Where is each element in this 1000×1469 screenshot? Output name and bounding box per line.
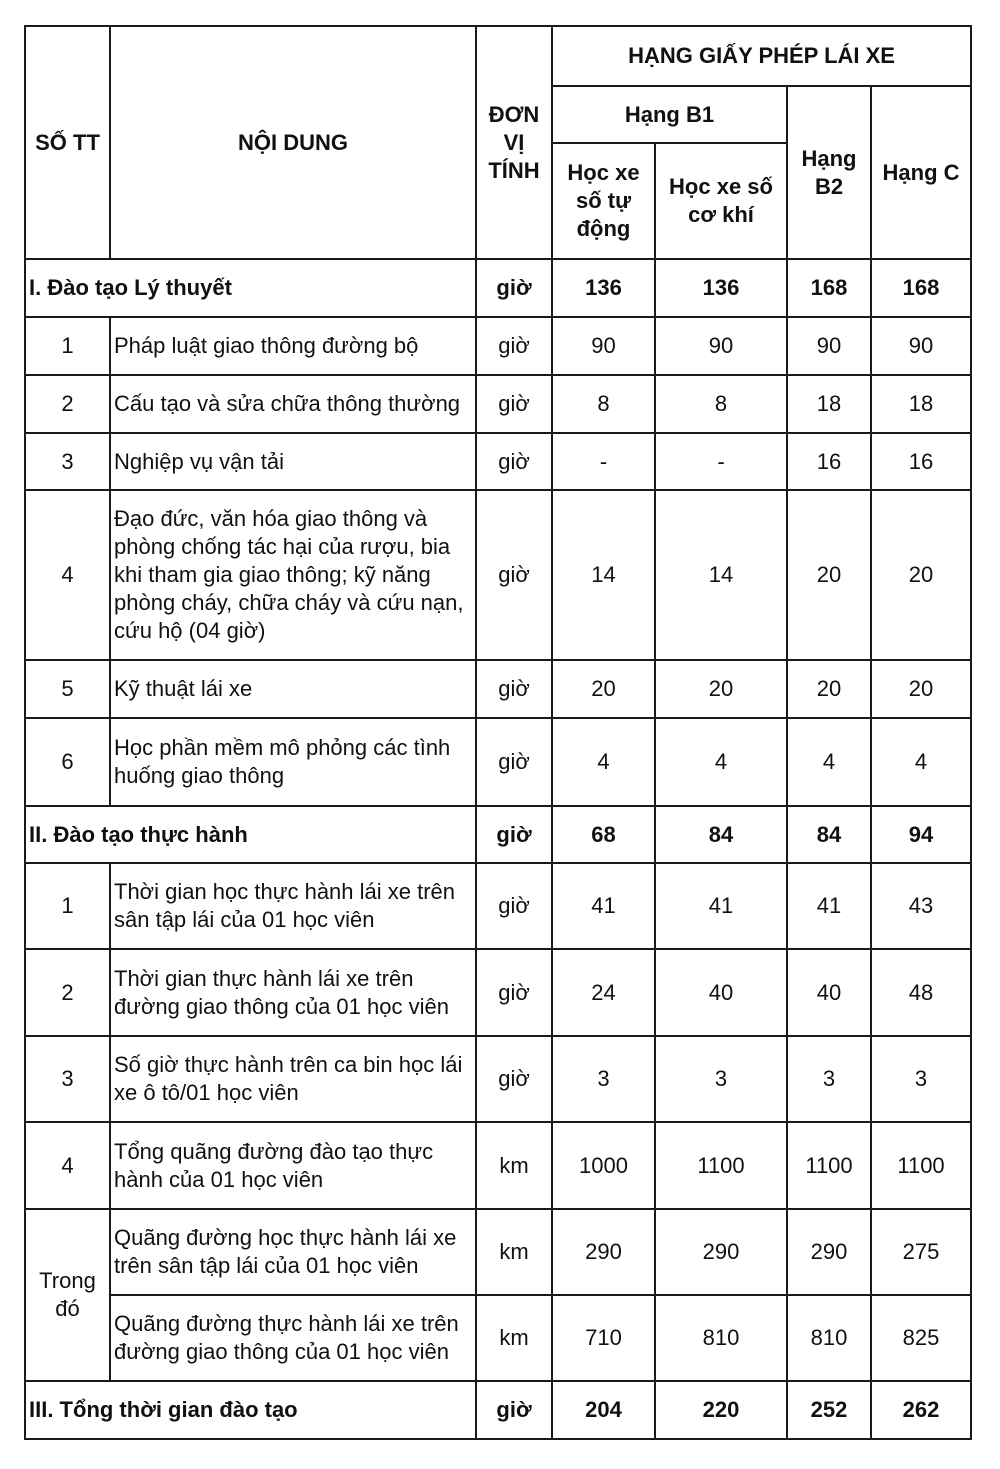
unit-cell: giờ bbox=[476, 490, 552, 660]
header-don-vi-tinh: ĐƠN VỊ TÍNH bbox=[476, 26, 552, 259]
unit-cell: giờ bbox=[476, 806, 552, 863]
unit-cell: giờ bbox=[476, 1381, 552, 1439]
header-b1-co-khi: Học xe số cơ khí bbox=[655, 143, 787, 259]
row-content: Số giờ thực hành trên ca bin học lái xe ô tô/01 học viên bbox=[110, 1036, 476, 1122]
row-content: Nghiệp vụ vận tải bbox=[110, 433, 476, 490]
value-b2: 20 bbox=[787, 490, 871, 660]
value-c: 168 bbox=[871, 259, 971, 317]
value-b1-auto: - bbox=[552, 433, 655, 490]
value-b1-manual: 1100 bbox=[655, 1122, 787, 1209]
value-c: 275 bbox=[871, 1209, 971, 1295]
header-hang-b1: Hạng B1 bbox=[552, 86, 787, 143]
value-c: 825 bbox=[871, 1295, 971, 1381]
value-c: 1100 bbox=[871, 1122, 971, 1209]
value-b2: 3 bbox=[787, 1036, 871, 1122]
table-row bbox=[25, 433, 971, 490]
row-content: Pháp luật giao thông đường bộ bbox=[110, 317, 476, 375]
value-b1-manual: 14 bbox=[655, 490, 787, 660]
row-number: 4 bbox=[25, 1122, 110, 1209]
header-row-1 bbox=[25, 26, 971, 86]
value-b2: 168 bbox=[787, 259, 871, 317]
value-b1-manual: 3 bbox=[655, 1036, 787, 1122]
value-b1-auto: 710 bbox=[552, 1295, 655, 1381]
value-c: 20 bbox=[871, 490, 971, 660]
table-row bbox=[25, 1295, 971, 1381]
value-b1-auto: 1000 bbox=[552, 1122, 655, 1209]
value-b1-manual: 810 bbox=[655, 1295, 787, 1381]
value-c: 16 bbox=[871, 433, 971, 490]
value-c: 94 bbox=[871, 806, 971, 863]
value-b1-auto: 41 bbox=[552, 863, 655, 949]
unit-cell: km bbox=[476, 1209, 552, 1295]
row-content: Tổng quãng đường đào tạo thực hành của 01 học viên bbox=[110, 1122, 476, 1209]
unit-cell: giờ bbox=[476, 863, 552, 949]
unit-cell: giờ bbox=[476, 375, 552, 433]
table-row bbox=[25, 490, 971, 660]
value-b1-auto: 14 bbox=[552, 490, 655, 660]
value-b2: 18 bbox=[787, 375, 871, 433]
value-b1-manual: 290 bbox=[655, 1209, 787, 1295]
row-number: 6 bbox=[25, 718, 110, 806]
section-title: II. Đào tạo thực hành bbox=[25, 806, 476, 863]
row-content: Thời gian học thực hành lái xe trên sân tập lái của 01 học viên bbox=[110, 863, 476, 949]
value-b2: 20 bbox=[787, 660, 871, 718]
value-b2: 810 bbox=[787, 1295, 871, 1381]
value-b2: 41 bbox=[787, 863, 871, 949]
value-c: 48 bbox=[871, 949, 971, 1036]
row-number: 3 bbox=[25, 433, 110, 490]
value-b2: 290 bbox=[787, 1209, 871, 1295]
value-b1-auto: 20 bbox=[552, 660, 655, 718]
section-title: I. Đào tạo Lý thuyết bbox=[25, 259, 476, 317]
value-b1-manual: - bbox=[655, 433, 787, 490]
table-row bbox=[25, 949, 971, 1036]
value-b1-auto: 290 bbox=[552, 1209, 655, 1295]
value-b1-auto: 8 bbox=[552, 375, 655, 433]
row-number: 4 bbox=[25, 490, 110, 660]
value-b1-manual: 4 bbox=[655, 718, 787, 806]
value-c: 3 bbox=[871, 1036, 971, 1122]
value-b1-manual: 90 bbox=[655, 317, 787, 375]
value-c: 20 bbox=[871, 660, 971, 718]
table-row bbox=[25, 317, 971, 375]
value-b2: 16 bbox=[787, 433, 871, 490]
value-c: 90 bbox=[871, 317, 971, 375]
value-c: 4 bbox=[871, 718, 971, 806]
row-number: 2 bbox=[25, 375, 110, 433]
row-content: Thời gian thực hành lái xe trên đường giao thông của 01 học viên bbox=[110, 949, 476, 1036]
table-row bbox=[25, 1036, 971, 1122]
value-b2: 90 bbox=[787, 317, 871, 375]
header-hang-b2: Hạng B2 bbox=[787, 86, 871, 259]
unit-cell: giờ bbox=[476, 317, 552, 375]
trong-do-label: Trong đó bbox=[25, 1209, 110, 1381]
value-b1-manual: 20 bbox=[655, 660, 787, 718]
unit-cell: giờ bbox=[476, 433, 552, 490]
value-b1-auto: 3 bbox=[552, 1036, 655, 1122]
header-hang-c: Hạng C bbox=[871, 86, 971, 259]
value-b1-auto: 24 bbox=[552, 949, 655, 1036]
value-b1-manual: 136 bbox=[655, 259, 787, 317]
value-b1-auto: 204 bbox=[552, 1381, 655, 1439]
header-noi-dung: NỘI DUNG bbox=[110, 26, 476, 259]
row-number: 1 bbox=[25, 863, 110, 949]
value-b2: 4 bbox=[787, 718, 871, 806]
row-content: Quãng đường học thực hành lái xe trên sân tập lái của 01 học viên bbox=[110, 1209, 476, 1295]
unit-cell: giờ bbox=[476, 259, 552, 317]
value-b1-auto: 90 bbox=[552, 317, 655, 375]
value-b1-auto: 68 bbox=[552, 806, 655, 863]
value-b1-auto: 136 bbox=[552, 259, 655, 317]
table-row bbox=[25, 660, 971, 718]
table-row bbox=[25, 375, 971, 433]
value-b1-manual: 8 bbox=[655, 375, 787, 433]
section-row-practice bbox=[25, 806, 971, 863]
unit-cell: giờ bbox=[476, 718, 552, 806]
header-hang-giay-phep: HẠNG GIẤY PHÉP LÁI XE bbox=[552, 26, 971, 86]
section-row-theory bbox=[25, 259, 971, 317]
value-b2: 252 bbox=[787, 1381, 871, 1439]
value-b1-auto: 4 bbox=[552, 718, 655, 806]
table-row bbox=[25, 863, 971, 949]
value-b1-manual: 220 bbox=[655, 1381, 787, 1439]
section-title: III. Tổng thời gian đào tạo bbox=[25, 1381, 476, 1439]
table-row bbox=[25, 1122, 971, 1209]
row-content: Quãng đường thực hành lái xe trên đường giao thông của 01 học viên bbox=[110, 1295, 476, 1381]
value-b2: 40 bbox=[787, 949, 871, 1036]
value-b1-manual: 84 bbox=[655, 806, 787, 863]
value-b2: 1100 bbox=[787, 1122, 871, 1209]
row-number: 1 bbox=[25, 317, 110, 375]
value-c: 18 bbox=[871, 375, 971, 433]
header-so-tt: SỐ TT bbox=[25, 26, 110, 259]
table-row bbox=[25, 718, 971, 806]
value-c: 262 bbox=[871, 1381, 971, 1439]
row-number: 2 bbox=[25, 949, 110, 1036]
unit-cell: giờ bbox=[476, 1036, 552, 1122]
row-number: 3 bbox=[25, 1036, 110, 1122]
value-b2: 84 bbox=[787, 806, 871, 863]
unit-cell: km bbox=[476, 1295, 552, 1381]
unit-cell: km bbox=[476, 1122, 552, 1209]
value-c: 43 bbox=[871, 863, 971, 949]
row-number: 5 bbox=[25, 660, 110, 718]
row-content: Cấu tạo và sửa chữa thông thường bbox=[110, 375, 476, 433]
row-content: Kỹ thuật lái xe bbox=[110, 660, 476, 718]
value-b1-manual: 40 bbox=[655, 949, 787, 1036]
table-row bbox=[25, 1209, 971, 1295]
value-b1-manual: 41 bbox=[655, 863, 787, 949]
row-content: Học phần mềm mô phỏng các tình huống giao thông bbox=[110, 718, 476, 806]
header-b1-tu-dong: Học xe số tự động bbox=[552, 143, 655, 259]
section-row-total bbox=[25, 1381, 971, 1439]
row-content: Đạo đức, văn hóa giao thông và phòng chống tác hại của rượu, bia khi tham gia giao thông; kỹ năng phòng cháy, chữa cháy và cứu nạn, cứu hộ (04 giờ) bbox=[110, 490, 476, 660]
training-hours-table bbox=[24, 25, 972, 1440]
unit-cell: giờ bbox=[476, 660, 552, 718]
unit-cell: giờ bbox=[476, 949, 552, 1036]
